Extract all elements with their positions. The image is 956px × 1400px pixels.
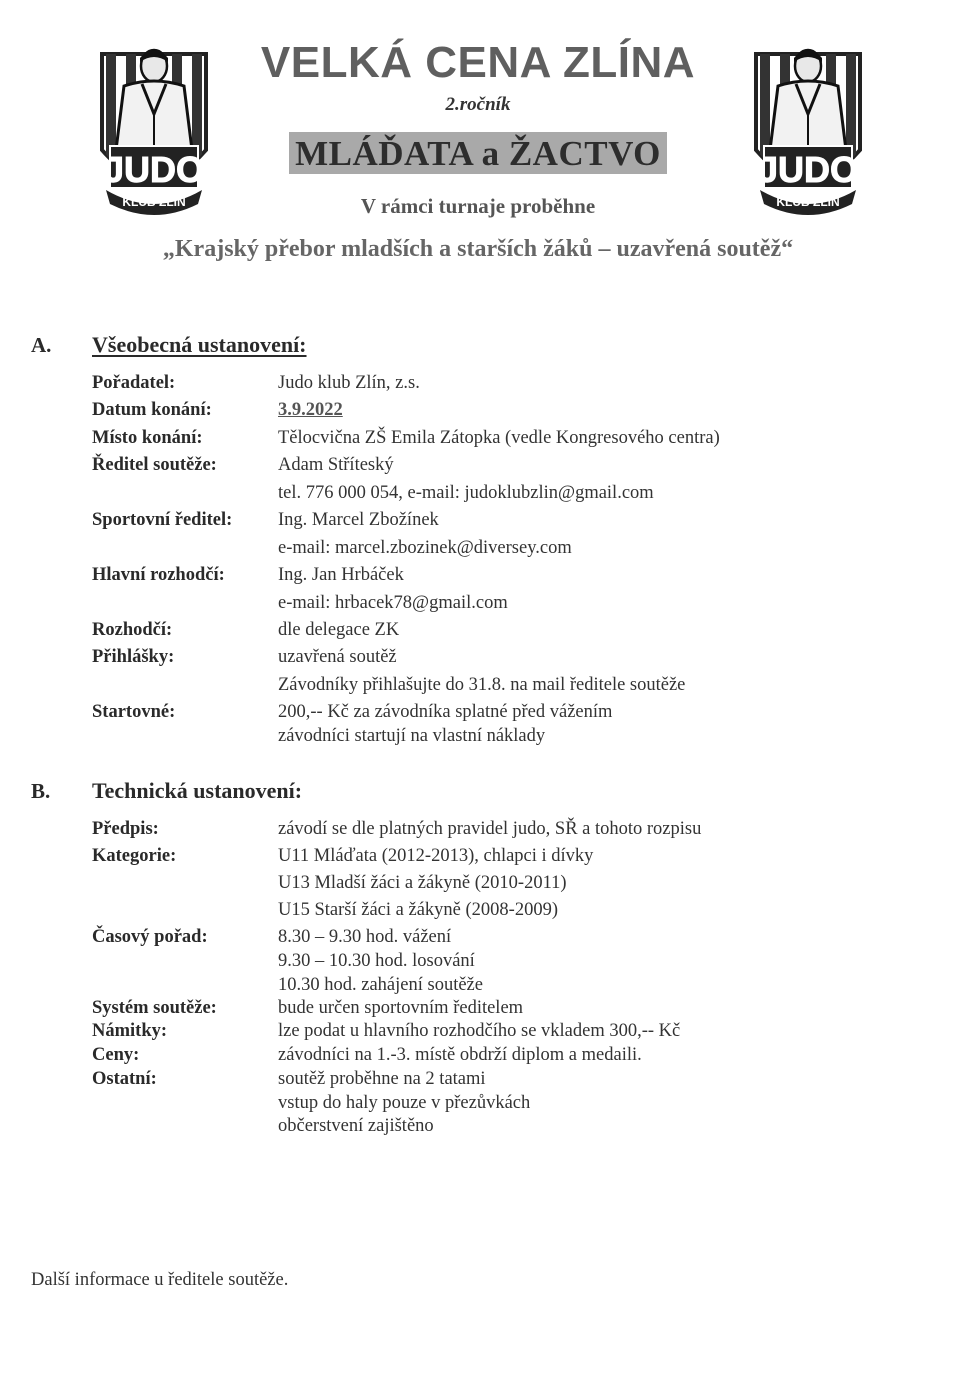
info-row — [0, 819, 956, 843]
row-value: občerstvení zajištěno — [278, 1116, 434, 1136]
row-label: Ředitel soutěže: — [92, 455, 217, 475]
row-label: Rozhodčí: — [92, 620, 173, 640]
row-value: Tělocvična ZŠ Emila Zátopka (vedle Kongresového centra) — [278, 428, 720, 448]
footer-note: Další informace u ředitele soutěže. — [31, 1270, 289, 1290]
row-value: 200,-- Kč za závodníka splatné před vážením — [278, 702, 613, 722]
row-label: Datum konání: — [92, 400, 212, 420]
row-label: Hlavní rozhodčí: — [92, 565, 225, 585]
row-value: uzavřená soutěž — [278, 647, 397, 667]
row-label: Místo konání: — [92, 428, 203, 448]
row-value: tel. 776 000 054, e-mail: judoklubzlin@gmail.com — [278, 483, 654, 503]
section-a-letter: A. — [31, 333, 52, 357]
info-row — [0, 873, 956, 897]
svg-text:JUDO: JUDO — [757, 149, 859, 190]
row-label: Námitky: — [92, 1021, 168, 1041]
info-row — [0, 846, 956, 870]
info-row — [0, 1021, 956, 1045]
championship-subtitle: „Krajský přebor mladších a starších žáků – uzavřená soutěž“ — [162, 236, 794, 262]
info-row — [0, 373, 956, 397]
row-label: Přihlášky: — [92, 647, 175, 667]
row-value: vstup do haly pouze v přezůvkách — [278, 1093, 531, 1113]
row-value: e-mail: hrbacek78@gmail.com — [278, 593, 508, 613]
row-value: Ing. Marcel Zbožínek — [278, 510, 439, 530]
info-row — [0, 428, 956, 452]
row-value: U13 Mladší žáci a žákyně (2010-2011) — [278, 873, 567, 893]
info-row — [0, 647, 956, 671]
svg-text:KLUB ZLÍN: KLUB ZLÍN — [776, 195, 840, 209]
info-row — [0, 400, 956, 424]
info-row — [0, 455, 956, 479]
info-row — [0, 1069, 956, 1093]
event-date: 3.9.2022 — [278, 400, 343, 420]
row-label: Časový pořad: — [92, 927, 208, 947]
edition-label: 2.ročník — [445, 94, 511, 115]
within-tournament-note: V rámci turnaje proběhne — [360, 194, 596, 218]
info-row — [0, 975, 956, 999]
section-b-letter: B. — [31, 779, 51, 803]
category-banner: MLÁĎATA a ŽACTVO — [289, 132, 667, 174]
row-label: Ceny: — [92, 1045, 140, 1065]
row-value: U15 Starší žáci a žákyně (2008-2009) — [278, 900, 558, 920]
row-label: Předpis: — [92, 819, 159, 839]
row-value: závodníci startují na vlastní náklady — [278, 726, 546, 746]
row-label: Systém soutěže: — [92, 998, 217, 1018]
info-row — [0, 927, 956, 951]
row-value: bude určen sportovním ředitelem — [278, 998, 524, 1018]
info-row — [0, 675, 956, 699]
row-value: 8.30 – 9.30 hod. vážení — [278, 927, 452, 947]
row-value: 10.30 hod. zahájení soutěže — [278, 975, 483, 995]
row-value: Ing. Jan Hrbáček — [278, 565, 404, 585]
row-label: Pořadatel: — [92, 373, 176, 393]
info-row — [0, 593, 956, 617]
info-row — [0, 951, 956, 975]
row-value: soutěž proběhne na 2 tatami — [278, 1069, 486, 1089]
page-title: VELKÁ CENA ZLÍNA — [260, 38, 696, 87]
row-label: Kategorie: — [92, 846, 177, 866]
section-a-title: Všeobecná ustanovení: — [92, 332, 307, 357]
info-row — [0, 1093, 956, 1117]
row-value: U11 Mláďata (2012-2013), chlapci i dívky — [278, 846, 594, 866]
info-row — [0, 726, 956, 750]
info-row — [0, 900, 956, 924]
row-value: Judo klub Zlín, z.s. — [278, 373, 420, 393]
info-row — [0, 998, 956, 1022]
svg-text:JUDO: JUDO — [103, 149, 205, 190]
row-value: Adam Stříteský — [278, 455, 394, 475]
row-value: lze podat u hlavního rozhodčího se vkladem 300,-- Kč — [278, 1021, 681, 1041]
section-b-title: Technická ustanovení: — [92, 778, 303, 803]
row-value: e-mail: marcel.zbozinek@diversey.com — [278, 538, 572, 558]
info-row — [0, 620, 956, 644]
row-value: 9.30 – 10.30 hod. losování — [278, 951, 475, 971]
row-value: Závodníky přihlašujte do 31.8. na mail ředitele soutěže — [278, 675, 686, 695]
info-row — [0, 483, 956, 507]
svg-text:KLUB ZLÍN: KLUB ZLÍN — [122, 195, 186, 209]
row-value: dle delegace ZK — [278, 620, 400, 640]
info-row — [0, 510, 956, 534]
row-label: Sportovní ředitel: — [92, 510, 233, 530]
info-row — [0, 702, 956, 726]
row-value: závodí se dle platných pravidel judo, SŘ a tohoto rozpisu — [278, 819, 702, 839]
info-row — [0, 1116, 956, 1140]
row-label: Ostatní: — [92, 1069, 157, 1089]
row-label: Startovné: — [92, 702, 176, 722]
info-row — [0, 1045, 956, 1069]
info-row — [0, 565, 956, 589]
info-row — [0, 538, 956, 562]
row-value: závodníci na 1.-3. místě obdrží diplom a medaili. — [278, 1045, 642, 1065]
